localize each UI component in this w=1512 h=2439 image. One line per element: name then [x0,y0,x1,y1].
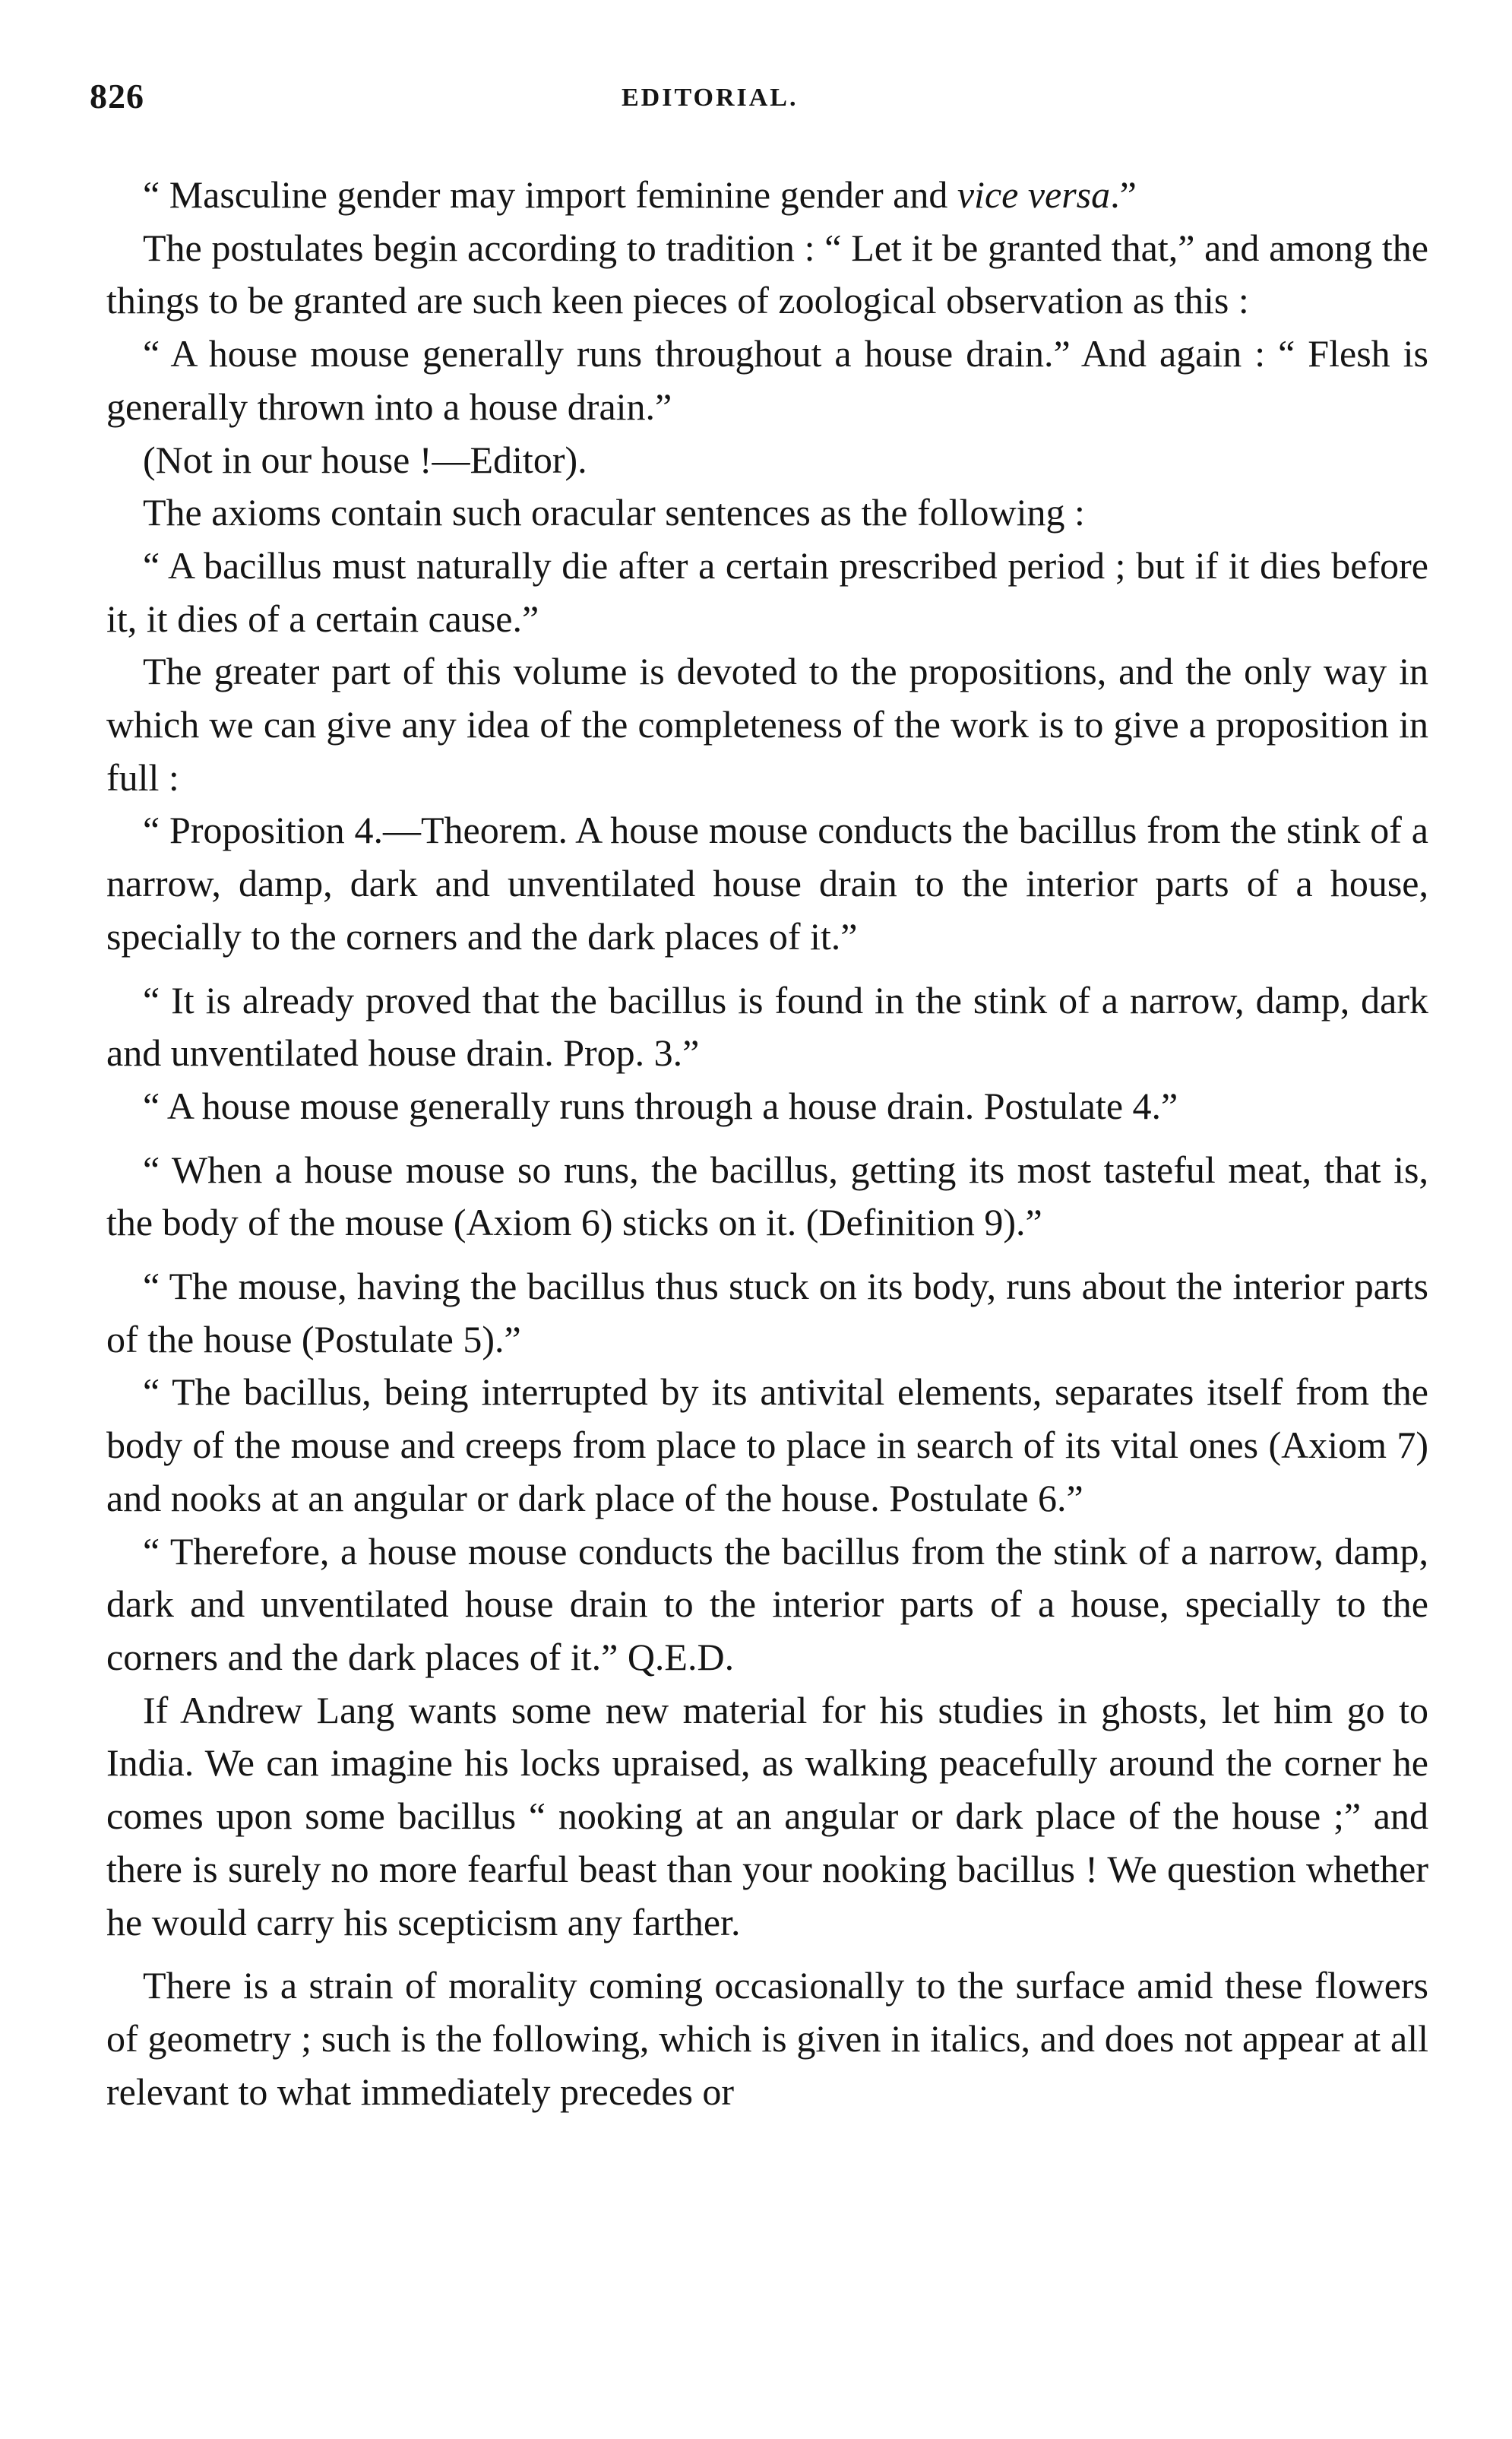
italic-phrase: vice versa [957,173,1111,216]
paragraph: “ Proposition 4.—Theorem. A house mouse conducts the bacillus from the stink of a narrow, damp, dark and unventilated house drain to the interior parts of a house, specially to the corners and the dark places of it.” [106,809,1428,958]
paragraph: “ Masculine gender may import feminine gender and vice versa.” [143,173,1137,216]
paragraph: The greater part of this volume is devoted to the propositions, and the only way in which we can give any idea of the completeness of the work is to give a proposition in full : [106,650,1428,799]
paragraph: The axioms contain such oracular sentences as the following : [143,491,1085,534]
paragraph: “ Therefore, a house mouse conducts the bacillus from the stink of a narrow, damp, dark and unventilated house drain to the interior parts of a house, specially to the corners and the dark places of it.” Q.E.D. [106,1529,1428,1678]
paragraph: The postulates begin according to tradition : “ Let it be granted that,” and among the things to be granted are such keen pieces of zoological observation as this : [106,226,1428,322]
page-number: 826 [90,77,144,116]
paragraph: “ A house mouse generally runs throughout a house drain.” And again : “ Flesh is generally thrown into a house drain.” [106,332,1428,428]
paragraph: “ A house mouse generally runs through a house drain. Postulate 4.” [143,1084,1178,1127]
paragraph: There is a strain of morality coming occasionally to the surface amid these flowers of geometry ; such is the following, which is given in italics, and does not appear at all relevant to what immediately precedes or [106,1964,1428,2113]
paragraph: “ The bacillus, being interrupted by its antivital elements, separates itself from the body of the mouse and creeps from place to place in search of its vital ones (Axiom 7) and nooks at an angular or dark place of the house. Postulate 6.” [106,1370,1428,1519]
paragraph: “ When a house mouse so runs, the bacillus, getting its most tasteful meat, that is, the body of the mouse (Axiom 6) sticks on it. (Definition 9).” [106,1148,1428,1244]
page-body [106,169,1428,2118]
paragraph: “ The mouse, having the bacillus thus stuck on its body, runs about the interior parts of the house (Postulate 5).” [106,1265,1428,1360]
running-head: EDITORIAL. [622,84,799,112]
paragraph: “ A bacillus must naturally die after a certain prescribed period ; but if it dies before it, it dies of a certain cause.” [106,543,1428,640]
paragraph: “ It is already proved that the bacillus is found in the stink of a narrow, damp, dark and unventilated house drain. Prop. 3.” [106,978,1428,1075]
page-header [90,76,1427,122]
paragraph: If Andrew Lang wants some new material for his studies in ghosts, let him go to India. We can imagine his locks upraised, as walking peacefully around the corner he comes upon some bacillus “ nooking at an angular or dark place of the house ;” and there is surely no more fearful beast than your nooking bacillus ! We question whether he would carry his scepticism any farther. [106,1688,1428,1943]
paragraph: (Not in our house !—Editor). [143,438,587,481]
